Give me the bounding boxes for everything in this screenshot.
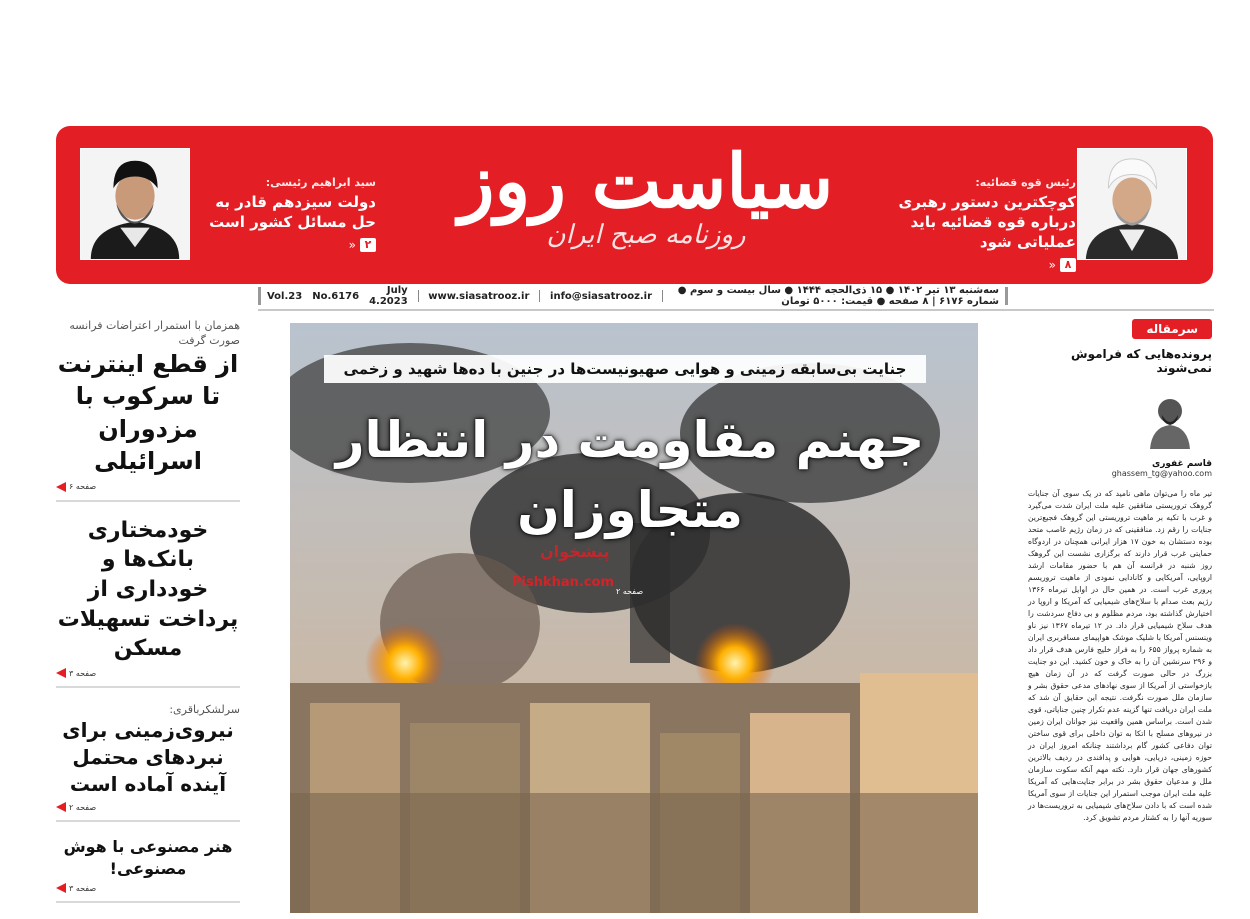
main-headline[interactable]: جهنم مقاومت در انتظار متجاوزان: [335, 411, 925, 539]
story-item[interactable]: [56, 702, 240, 822]
newspaper-logo: [436, 134, 856, 284]
double-chevron-icon: «: [348, 238, 356, 252]
issue-info-bar: [258, 287, 1008, 305]
story-pageref: صفحه ۲: [56, 802, 240, 812]
issue-date-en: July 4.2023: [369, 285, 408, 307]
story-pageref: صفحه ۳: [56, 883, 240, 893]
masthead: [56, 126, 1213, 284]
divider: [258, 309, 1214, 311]
story-kicker: همزمان با استمرار اعتراضات فرانسه صورت گرفت: [69, 319, 240, 347]
story-kicker: سرلشکرباقری:: [169, 703, 240, 716]
editorial-title[interactable]: پرونده‌هایی که فراموش نمی‌شوند: [1071, 347, 1212, 375]
editorial-badge: سرمقاله: [1132, 319, 1212, 339]
issue-volume-en: Vol.23: [266, 290, 303, 302]
left-teaser-headline: دولت سیزدهم قادر به حل مسائل کشور است: [209, 193, 376, 231]
story-item[interactable]: [56, 836, 240, 903]
editorial-body: تیر ماه را می‌توان ماهی نامید که در یک سوی آن جنایات گروهک تروریستی منافقین علیه ملت ایران شدت می‌گیرد و غرب با تکیه بر ماهیت تروریستی این گروهک فجیع‌ترین جنایات را رقم زد. منافقینی که در زمان رژیم غاصب متحد بوده دستشان به خون ۱۷ هزار ایرانی همچنان در اردوگاه حمایتی غرب قرار دارند که برگزاری نشست این گروهک روز شنبه در فرانسه آن هم با حضور مقامات ارشد اروپایی، آمریکایی و کانادایی نمودی از ماهیت تروریسم پروری غرب است. در همین حال در اوایل تیرماه ۱۳۶۶ رژیم بعث صدام با سلاح‌های شیمیایی که آمریکا و اروپا در اختیارش گذاشته بود، مردم مظلوم و بی دفاع سردشت را هدف سلاح شیمیایی قرار داد. در ۱۲ تیرماه ۱۳۶۷ نیز ناو وینسنس آمریکا با شلیک موشک هواپیمای مسافربری ایران به شماره پرواز ۶۵۵ را به فراز خلیج فارس هدف قرار داد و ۲۹۶ سرنشین آن را به خاک و خون کشید. این دو جنایت بزرگ در حالی صورت گرفت که در آن زمان هیچ بازخواستی از آمریکا از سوی نهادهای مدعی حقوق بشر و سازمان ملل صورت نگرفت. نتیجه این حقایق آن شد که ملت ایران دریافت تنها گزینه عدم تکرار چنین جنایاتی، قوی شدن است. براساس همین واقعیت نیز جوانان ایران زمین در نیروهای مسلح با اتکا به توان داخلی برای قوی ساختن توان دفاعی کشور گام برداشتند چنانکه امروز ایران در حوزه زمینی، دریایی، هوایی و پدافندی در ردیف بالاترین کشورهای جهان قرار دارد. نکته مهم آنکه سکوت سازمان ملل و مدعیان حقوق بشر در برابر جنایت‌هایی که آمریکا علیه ملت ایران موجب استمرار این جنایات از سوی آمریکا شده است که با دادن سلاح‌های شیمیایی به تروریست‌ها در سوریه آنها را به کشتار مردم تشویق کرد.: [1028, 489, 1212, 822]
double-chevron-icon: «: [1048, 258, 1056, 272]
pointer-icon: [56, 668, 66, 678]
page-number: ۲: [360, 238, 376, 252]
right-teaser[interactable]: [876, 176, 1076, 272]
story-title: هنر مصنوعی با هوش مصنوعی!: [63, 837, 233, 878]
author-email: ghassem_tg@yahoo.com: [1111, 469, 1212, 478]
main-pageref: صفحه ۲: [616, 587, 644, 596]
story-title: از قطع اینترنت تا سرکوب با مزدوران اسرائیلی: [57, 350, 239, 476]
issue-email[interactable]: info@siasatrooz.ir: [550, 290, 653, 302]
story-pageref: صفحه ۶: [56, 482, 240, 492]
issue-number-en: No.6176: [312, 290, 360, 302]
right-teaser-page: [876, 258, 1076, 272]
watermark-fa: پیشخوان: [540, 542, 610, 561]
author-photo: [1128, 389, 1212, 449]
ejei-portrait: [1077, 148, 1187, 260]
right-teaser-headline: کوچکترین دستور رهبری درباره قوه قضائیه باید عملیاتی شود: [898, 193, 1076, 251]
author-name: قاسم غفوری: [1151, 459, 1212, 469]
pointer-icon: [56, 482, 66, 492]
story-item[interactable]: [56, 318, 240, 502]
raisi-portrait: [80, 148, 190, 260]
story-title: نیروی‌زمینی برای نبردهای محتمل آینده آماده است: [62, 718, 234, 796]
story-item[interactable]: [56, 516, 240, 688]
left-teaser[interactable]: [200, 176, 376, 252]
editorial-column: [1016, 318, 1212, 919]
right-teaser-kicker: رئیس قوه قضائیه:: [975, 176, 1076, 189]
left-teaser-page: [200, 238, 376, 252]
story-title: خودمختاری بانک‌ها و خودداری از پرداخت تسهیلات مسکن: [57, 517, 239, 662]
main-overline: جنایت بی‌سابقه زمینی و هوایی صهیونیست‌ها در جنین با ده‌ها شهید و زخمی: [324, 355, 926, 383]
pointer-icon: [56, 883, 66, 893]
watermark: Pishkhan.com: [512, 575, 615, 590]
issue-website[interactable]: www.siasatrooz.ir: [428, 290, 530, 302]
left-teaser-kicker: سید ابراهیم رئیسی:: [265, 176, 376, 189]
page-number: ۸: [1060, 258, 1076, 272]
story-pageref: صفحه ۳: [56, 668, 240, 678]
left-column: [56, 318, 240, 917]
pointer-icon: [56, 802, 66, 812]
logo-name: سیاست روز: [458, 139, 834, 225]
issue-date-fa: سه‌شنبه ۱۳ تیر ۱۴۰۲ ● ۱۵ ذی‌الحجه ۱۴۴۴ ● سال بیست و سوم ● شماره ۶۱۷۶ | ۸ صفحه ● قیمت: ۵۰۰۰ تومان: [677, 285, 999, 307]
logo-subtitle: روزنامه صبح ایران: [546, 220, 746, 250]
